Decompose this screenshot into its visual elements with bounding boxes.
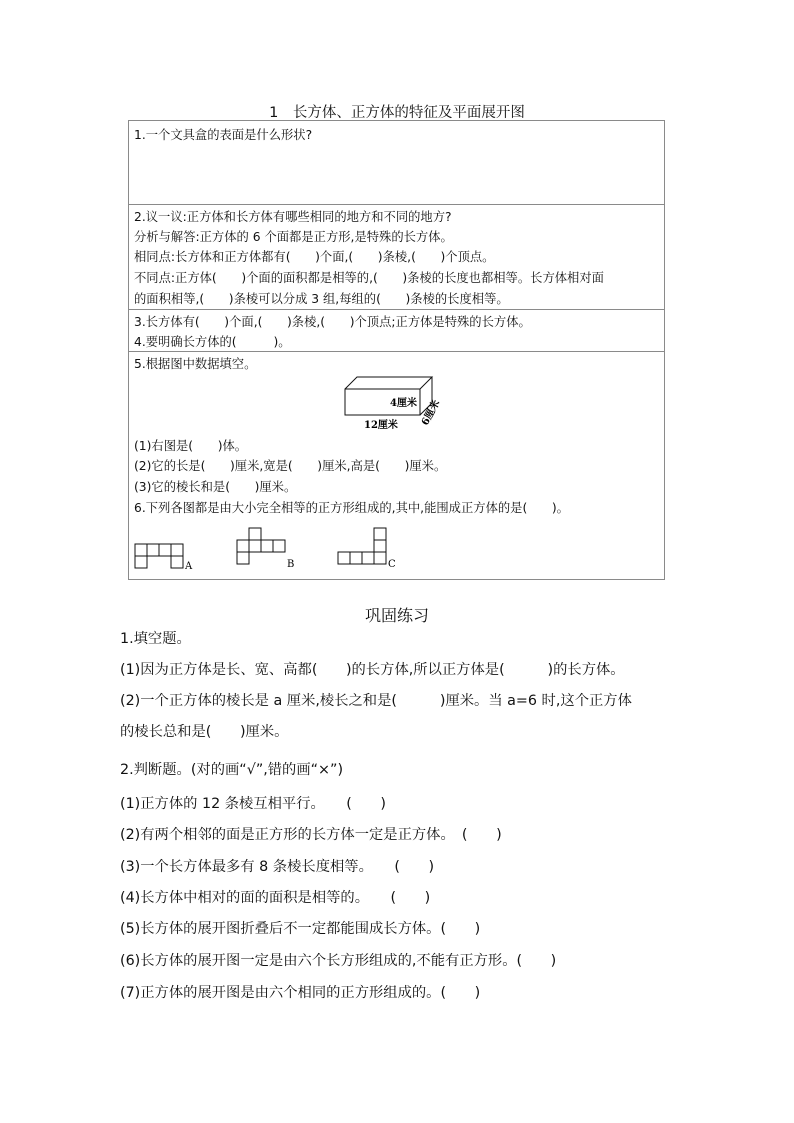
question-2-analysis: 分析与解答:正方体的 6 个面都是正方形,是特殊的长方体。 bbox=[134, 230, 453, 244]
judge-item-2: (2)有两个相邻的面是正方形的长方体一定是正方体。 ( ) bbox=[120, 827, 502, 843]
judge-item-6: (6)长方体的展开图一定是由六个长方形组成的,不能有正方形。( ) bbox=[120, 953, 557, 969]
section-heading: 巩固练习 bbox=[364, 606, 429, 625]
question-5-intro: 5.根据图中数据填空。 bbox=[134, 357, 257, 371]
question-2-same: 相同点:长方体和正方体都有( )个面,( )条棱,( )个顶点。 bbox=[134, 250, 495, 264]
judge-item-3: (3)一个长方体最多有 8 条棱长度相等。 ( ) bbox=[120, 859, 435, 875]
question-1: 1.一个文具盒的表面是什么形状? bbox=[134, 128, 313, 142]
fill-item-1: (1)因为正方体是长、宽、高都( )的长方体,所以正方体是( )的长方体。 bbox=[120, 662, 625, 678]
question-5-sub1: (1)右图是( )体。 bbox=[134, 439, 248, 453]
height-label: 4厘米 bbox=[390, 398, 417, 409]
cuboid-figure bbox=[335, 372, 455, 434]
option-a-label: A bbox=[185, 561, 193, 570]
judge-item-5: (5)长方体的展开图折叠后不一定都能围成长方体。( ) bbox=[120, 921, 481, 937]
judge-item-7: (7)正方体的展开图是由六个相同的正方形组成的。( ) bbox=[120, 985, 481, 1001]
question-2-diff: 不同点:正方体( )个面的面积都是相等的,( )条棱的长度也都相等。长方体相对面 bbox=[134, 271, 604, 285]
option-b-label: B bbox=[287, 559, 295, 570]
question-3: 3.长方体有( )个面,( )条棱,( )个顶点;正方体是特殊的长方体。 bbox=[134, 315, 531, 329]
fill-item-2-cont: 的棱长总和是( )厘米。 bbox=[120, 724, 289, 740]
length-label: 12厘米 bbox=[364, 420, 398, 431]
question-5-sub2: (2)它的长是( )厘米,宽是( )厘米,高是( )厘米。 bbox=[134, 459, 447, 473]
judge-item-4: (4)长方体中相对的面的面积是相等的。 ( ) bbox=[120, 890, 431, 906]
net-figure-a bbox=[134, 540, 198, 570]
fill-item-2: (2)一个正方体的棱长是 a 厘米,棱长之和是( )厘米。当 a=6 时,这个正方体 bbox=[120, 693, 632, 709]
page-title: 1 长方体、正方体的特征及平面展开图 bbox=[269, 105, 525, 121]
fill-title: 1.填空题。 bbox=[120, 631, 191, 647]
question-4: 4.要明确长方体的( )。 bbox=[134, 335, 291, 349]
judge-item-1: (1)正方体的 12 条棱互相平行。 ( ) bbox=[120, 796, 386, 812]
option-c-label: C bbox=[388, 559, 396, 570]
question-2-diff-cont: 的面积相等,( )条棱可以分成 3 组,每组的( )条棱的长度相等。 bbox=[134, 292, 509, 306]
net-figure-b bbox=[235, 527, 299, 571]
width-label: 6厘米 bbox=[419, 398, 443, 428]
question-5-sub3: (3)它的棱长和是( )厘米。 bbox=[134, 480, 297, 494]
question-2-title: 2.议一议:正方体和长方体有哪些相同的地方和不同的地方? bbox=[134, 210, 452, 224]
net-figure-c bbox=[336, 527, 402, 571]
question-6: 6.下列各图都是由大小完全相等的正方形组成的,其中,能围成正方体的是( )。 bbox=[134, 501, 569, 515]
judge-title: 2.判断题。(对的画“√”,错的画“×”) bbox=[120, 762, 344, 778]
